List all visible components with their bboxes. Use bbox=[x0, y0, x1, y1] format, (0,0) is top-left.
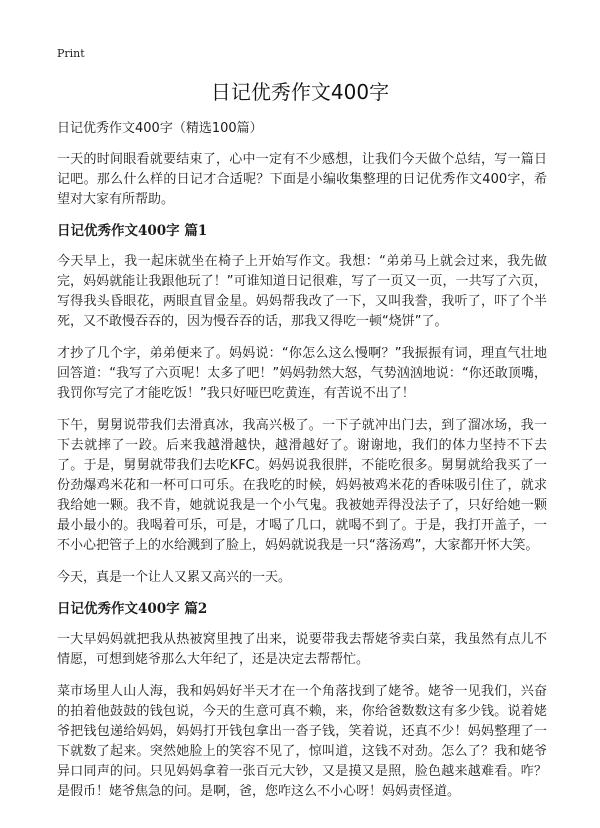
paragraph: 菜市场里人山人海，我和妈妈好半天才在一个角落找到了姥爷。姥爷一见我们，兴奋的拍着他鼓鼓的钱包说，今天的生意可真不赖，来，你给爸数数这有多少钱。说着姥爷把钱包递给妈妈，妈妈打开钱包拿出一沓子钱，笑着说，还真不少！妈妈整理了一下就数了起来。突然她脸上的笑容不见了，惊叫道，这钱不对劲。怎么了？我和姥爷异口同声的问。只见妈妈拿着一张百元大钞，又是摸又是照，脸色越来越难看。咋？是假币！姥爷焦急的问。是啊，爸，您咋这么不小心呀！妈妈责怪道。 bbox=[57, 684, 547, 799]
paragraph: 今天早上，我一起床就坐在椅子上开始写作文。我想：“弟弟马上就会过来，我先做完，妈妈就能让我跟他玩了！”可谁知道日记很难，写了一页又一页，一共写了六页，写得我头昏眼花，两眼直冒金星。妈妈帮我改了一下，又叫我誊，我听了，吓了个半死，又不敢慢吞吞的，因为慢吞吞的话，那我又得吃一顿“烧饼”了。 bbox=[57, 254, 547, 329]
paragraph: 一大早妈妈就把我从热被窝里拽了出来，说要带我去帮姥爷卖白菜，我虽然有点儿不情愿，可想到姥爷那么大年纪了，还是决定去帮帮忙。 bbox=[57, 632, 547, 667]
section-heading: 日记优秀作文400字 篇2 bbox=[57, 601, 208, 617]
page-title: 日记优秀作文400字 bbox=[210, 80, 390, 104]
article-subtitle: 日记优秀作文400字（精选100篇） bbox=[57, 121, 263, 136]
intro-paragraph: 一天的时间眼看就要结束了，心中一定有不少感想，让我们今天做个总结，写一篇日记吧。那么什么样的日记才合适呢？下面是小编收集整理的日记优秀作文400字，希望对大家有所帮助。 bbox=[57, 152, 547, 207]
section-heading: 日记优秀作文400字 篇1 bbox=[57, 223, 208, 239]
paragraph: 才抄了几个字，弟弟便来了。妈妈说：“你怎么这么慢啊？”我振振有词，理直气壮地回答道：“我写了六页呢！太多了吧！”妈妈勃然大怒，气势汹汹地说：“你还敢顶嘴，我罚你写完了才能吃饭！”我只好哑巴吃黄连，有苦说不出了！ bbox=[57, 346, 547, 401]
article-body bbox=[57, 120, 547, 814]
print-link[interactable]: Print bbox=[57, 47, 85, 60]
paragraph: 今天，真是一个让人又累又高兴的一天。 bbox=[57, 570, 292, 585]
paragraph: 下午，舅舅说带我们去滑真冰，我高兴极了。一下子就冲出门去，到了溜冰场，我一下去就摔了一跤。后来我越滑越快，越滑越好了。谢谢地，我们的体力坚持不下去了。于是，舅舅就带我们去吃KFC。妈妈说我很胖，不能吃很多。舅舅就给我买了一份劲爆鸡米花和一杯可口可乐。在我吃的时候，妈妈被鸡米花的香味吸引住了，就求我给她一颗。我不肯，她就说我是一个小气鬼。我被她弄得没法子了，只好给她一颗最小最小的。我喝着可乐，可是，才喝了几口，就喝不到了。于是，我打开盖子，一不小心把管子上的水给溅到了脸上，妈妈就说我是一只“落汤鸡”，大家都开怀大笑。 bbox=[57, 418, 547, 553]
